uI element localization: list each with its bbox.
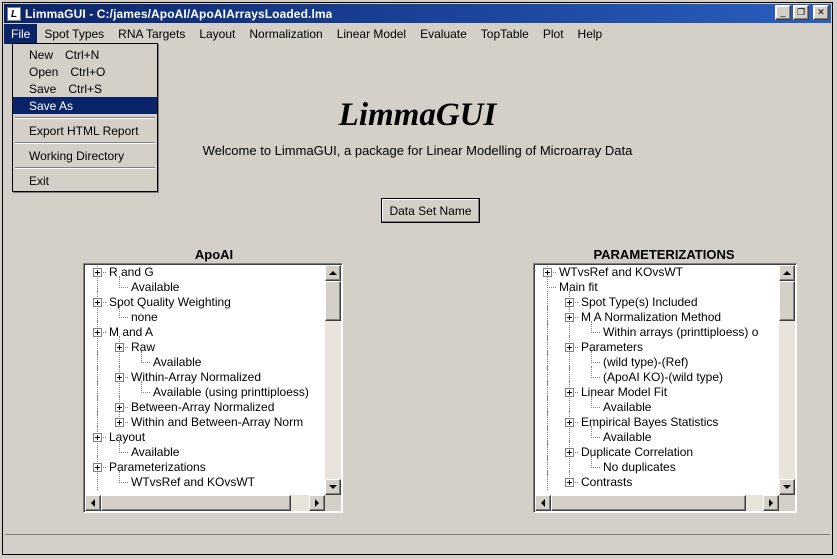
arrow-left-icon (541, 499, 545, 507)
file-menu-item-accelerator: Ctrl+N (65, 47, 100, 62)
tree-elbow-line (119, 441, 128, 453)
welcome-text: Welcome to LimmaGUI, a package for Linear Modelling of Microarray Data (202, 143, 633, 158)
right-tree-vscrollbar[interactable] (779, 265, 795, 495)
tree-row-label: R and G (109, 265, 154, 279)
data-set-name-button[interactable]: Data Set Name (381, 198, 480, 223)
tree-row-label: WTvsRef and KOvsWT (131, 475, 256, 489)
tree-row-label: Available (131, 280, 180, 294)
left-tree-vscrollbar[interactable] (325, 265, 341, 495)
menu-plot[interactable]: Plot (542, 27, 564, 41)
tree-elbow-line (591, 351, 600, 363)
right-vscroll-down-button[interactable] (779, 479, 795, 495)
arrow-up-icon (783, 271, 791, 275)
right-tree-content (535, 265, 779, 495)
window-title: LimmaGUI - C:/james/ApoAI/ApoAIArraysLoaded.lma (25, 6, 333, 21)
tree-row[interactable] (535, 265, 779, 280)
tree-row-label: WTvsRef and KOvsWT (559, 265, 684, 279)
left-tree-hscrollbar[interactable] (85, 495, 325, 511)
file-menu-item-open[interactable] (13, 63, 157, 80)
file-menu-item-label: Exit (29, 173, 50, 188)
tree-row-label: Within and Between-Array Norm (131, 415, 304, 429)
menu-help[interactable]: Help (577, 27, 603, 41)
arrow-up-icon (329, 271, 337, 275)
tree-row-label: Main fit (559, 280, 598, 294)
tree-row[interactable] (535, 355, 779, 370)
tree-row[interactable] (85, 370, 325, 385)
tree-row[interactable] (85, 340, 325, 355)
tree-row-label: Within-Array Normalized (131, 370, 262, 384)
tree-row[interactable] (535, 310, 779, 325)
application-window (2, 2, 833, 555)
tree-elbow-line (141, 381, 150, 393)
arrow-down-icon (783, 485, 791, 489)
tree-row-label: Available (using printtiploess) (153, 385, 309, 399)
file-menu-separator (15, 167, 155, 169)
file-menu-item-label: New (29, 47, 54, 62)
left-tree-content (85, 265, 325, 495)
tree-row-label: (wild type)-(Ref) (603, 355, 689, 369)
file-menu-item-save-as[interactable] (13, 97, 157, 114)
tree-expand-icon[interactable] (115, 418, 124, 427)
minimize-button[interactable]: _ (775, 5, 791, 20)
tree-row-label: Raw (131, 340, 156, 354)
right-hscroll-thumb[interactable] (551, 495, 746, 511)
file-menu-item-accelerator: Ctrl+S (68, 81, 103, 96)
tree-elbow-line (591, 426, 600, 438)
menu-file[interactable]: File (4, 24, 37, 44)
close-button[interactable]: ✕ (813, 5, 829, 20)
tree-row-label: Within arrays (printtiploess) o (603, 325, 759, 339)
tree-row-label: Layout (109, 430, 146, 444)
tree-row[interactable] (85, 310, 325, 325)
tree-elbow-line (119, 471, 128, 483)
left-panel-title: ApoAI (194, 247, 234, 262)
file-menu-item-label: Working Directory (29, 148, 125, 163)
right-vscroll-up-button[interactable] (779, 265, 795, 281)
tree-row-label: Available (603, 400, 652, 414)
tree-row-label: (ApoAI KO)-(wild type) (603, 370, 724, 384)
tree-row[interactable] (535, 340, 779, 355)
left-vscroll-up-button[interactable] (325, 265, 341, 281)
tree-row-label: none (131, 310, 158, 324)
arrow-left-icon (91, 499, 95, 507)
left-vscroll-thumb[interactable] (325, 281, 341, 321)
tree-elbow-line (547, 276, 556, 288)
tree-row[interactable] (85, 415, 325, 430)
tree-row-label: M and A (109, 325, 154, 339)
tree-row-label: Empirical Bayes Statistics (581, 415, 719, 429)
tree-elbow-line (119, 276, 128, 288)
app-icon: L (7, 7, 21, 21)
right-scroll-corner (779, 495, 795, 511)
file-menu-item-save[interactable] (13, 80, 157, 97)
title-bar (4, 4, 831, 23)
page-title: LimmaGUI (338, 97, 497, 133)
left-hscroll-thumb[interactable] (101, 495, 291, 511)
tree-row[interactable] (535, 385, 779, 400)
arrow-down-icon (329, 485, 337, 489)
window-controls (775, 5, 829, 20)
right-hscroll-right-button[interactable] (763, 495, 779, 511)
file-menu-item-label: Save As (29, 98, 74, 113)
right-tree-panel[interactable] (533, 263, 797, 513)
tree-row-label: Between-Array Normalized (131, 400, 275, 414)
file-menu-dropdown[interactable] (12, 43, 158, 192)
file-menu-item-working-directory[interactable] (13, 147, 157, 164)
right-tree-hscrollbar[interactable] (535, 495, 779, 511)
tree-elbow-line (591, 321, 600, 333)
tree-row-label: Available (131, 445, 180, 459)
menu-toptable[interactable]: TopTable (480, 27, 529, 41)
right-vscroll-thumb[interactable] (779, 281, 795, 321)
tree-row[interactable] (85, 475, 325, 490)
tree-row-label: Spot Type(s) Included (581, 295, 698, 309)
menu-linear-model[interactable]: Linear Model (336, 27, 407, 41)
arrow-right-icon (315, 499, 319, 507)
left-vscroll-down-button[interactable] (325, 479, 341, 495)
tree-row-label: Duplicate Correlation (581, 445, 694, 459)
tree-row[interactable] (535, 415, 779, 430)
tree-elbow-line (141, 351, 150, 363)
tree-row-label: Contrasts (581, 475, 633, 489)
file-menu-item-label: Export HTML Report (29, 123, 139, 138)
file-menu-separator (15, 142, 155, 144)
tree-row[interactable] (85, 280, 325, 295)
tree-row-label: Available (603, 430, 652, 444)
tree-elbow-line (591, 396, 600, 408)
tree-elbow-line (119, 306, 128, 318)
tree-connector-line (97, 471, 99, 490)
left-hscroll-right-button[interactable] (309, 495, 325, 511)
tree-row-label: Linear Model Fit (581, 385, 668, 399)
tree-elbow-line (591, 456, 600, 468)
tree-connector-line (547, 471, 549, 490)
menu-bar (4, 24, 831, 45)
left-hscroll-left-button[interactable] (85, 495, 101, 511)
right-panel-title: PARAMETERIZATIONS (593, 247, 735, 262)
left-scroll-corner (325, 495, 341, 511)
tree-elbow-line (591, 366, 600, 378)
menu-layout[interactable]: Layout (199, 27, 236, 41)
tree-row[interactable] (535, 445, 779, 460)
arrow-right-icon (769, 499, 773, 507)
tree-row[interactable] (535, 475, 779, 490)
menu-rna-targets[interactable]: RNA Targets (118, 27, 186, 41)
file-menu-item-accelerator: Ctrl+O (70, 64, 106, 79)
file-menu-item-new[interactable] (13, 46, 157, 63)
tree-row-label: Parameters (581, 340, 644, 354)
tree-row-label: Parameterizations (109, 460, 206, 474)
status-bar (5, 534, 830, 552)
tree-row-label: Spot Quality Weighting (109, 295, 231, 309)
menu-normalization[interactable]: Normalization (249, 27, 323, 41)
maximize-button[interactable]: ❐ (793, 5, 809, 20)
tree-row-label: No duplicates (603, 460, 676, 474)
menu-evaluate[interactable]: Evaluate (420, 27, 467, 41)
tree-row-label: Available (153, 355, 202, 369)
file-menu-separator (15, 117, 155, 119)
tree-row[interactable] (85, 445, 325, 460)
file-menu-item-export-html-report[interactable] (13, 122, 157, 139)
tree-expand-icon[interactable] (565, 478, 574, 487)
file-menu-item-label: Open (29, 64, 59, 79)
file-menu-item-exit[interactable] (13, 172, 157, 189)
tree-row-label: M A Normalization Method (581, 310, 722, 324)
right-hscroll-left-button[interactable] (535, 495, 551, 511)
menu-spot-types[interactable]: Spot Types (44, 27, 105, 41)
left-tree-panel[interactable] (83, 263, 343, 513)
file-menu-item-label: Save (29, 81, 57, 96)
